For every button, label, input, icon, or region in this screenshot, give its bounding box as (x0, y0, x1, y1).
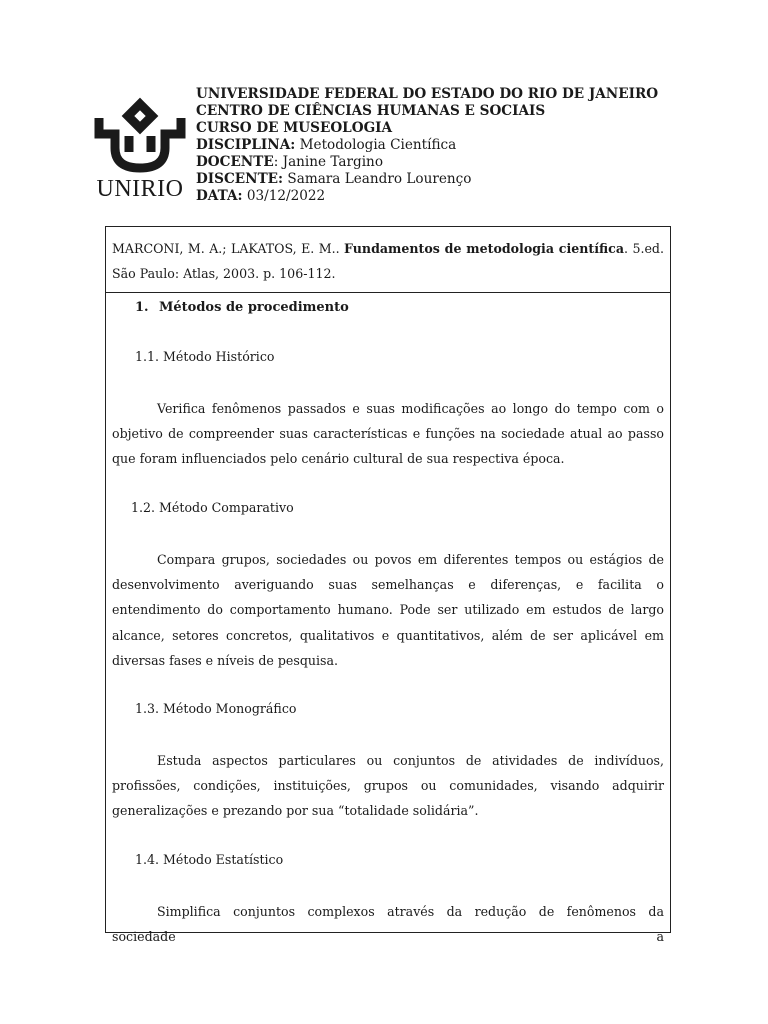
data-value: 03/12/2022 (242, 188, 326, 204)
section-title (135, 300, 349, 315)
subsection-paragraph: Compara grupos, sociedades ou povos em diferentes tempos ou estágios de desenvolvimento averiguando suas semelhanças e diferenças, e facilita o entendimento do comportamento humano. Pode ser utilizado em estudos de largo alcance, setores concretos, qualitativos e quantitativos, além de ser aplicável em diversas fases e níveis de pesquisa. (112, 552, 664, 668)
reference-authors: MARCONI, M. A.; LAKATOS, E. M.. (112, 241, 345, 256)
disciplina-label: DISCIPLINA: (196, 137, 296, 153)
document-table (105, 226, 671, 945)
docente-line (196, 154, 716, 171)
subsection-heading: 1.3. Método Monográfico (135, 701, 297, 716)
subsection-heading: 1.2. Método Comparativo (131, 500, 294, 515)
reference-title: Fundamentos de metodologia científica (344, 241, 625, 256)
discente-value: Samara Leandro Lourenço (283, 171, 472, 187)
disciplina-line (196, 137, 716, 154)
center-name: CENTRO DE CIÊNCIAS HUMANAS E SOCIAIS (196, 103, 546, 119)
section-title-text: Métodos de procedimento (159, 300, 349, 315)
subsection-heading: 1.4. Método Estatístico (135, 852, 284, 867)
disciplina-value: Metodologia Científica (295, 137, 457, 153)
subsection-paragraph: Simplifica conjuntos complexos através da redução de fenômenos da sociedade a (112, 904, 664, 945)
docente-label: DOCENTE (196, 154, 274, 170)
university-name: UNIVERSIDADE FEDERAL DO ESTADO DO RIO DE JANEIRO (196, 86, 659, 102)
course-name: CURSO DE MUSEOLOGIA (196, 120, 393, 136)
unirio-emblem-icon (93, 96, 187, 176)
subsection-paragraph: Estuda aspectos particulares ou conjuntos de atividades de indivíduos, profissões, condições, instituições, grupos ou comunidades, visando adquirir generalizações e prezando por sua “totalidade solidária”. (112, 753, 664, 819)
unirio-logo (93, 96, 187, 204)
document-header (196, 86, 716, 205)
section-number: 1. (135, 300, 149, 315)
bibliographic-reference (106, 227, 670, 293)
reference-details: . 5.ed. São Paulo: Atlas, 2003. p. 106-112. (112, 241, 664, 281)
docente-value: : Janine Targino (273, 154, 383, 170)
data-line (196, 188, 716, 205)
subsection-paragraph: Verifica fenômenos passados e suas modificações ao longo do tempo com o objetivo de compreender suas características e funções na sociedade atual ao passo que foram influenciados pelo cenário cultural de sua respectiva época. (112, 401, 664, 467)
data-label: DATA: (196, 188, 243, 204)
discente-line (196, 171, 716, 188)
subsection-heading: 1.1. Método Histórico (135, 349, 275, 364)
logo-wordmark: UNIRIO (96, 176, 184, 202)
discente-label: DISCENTE: (196, 171, 284, 187)
